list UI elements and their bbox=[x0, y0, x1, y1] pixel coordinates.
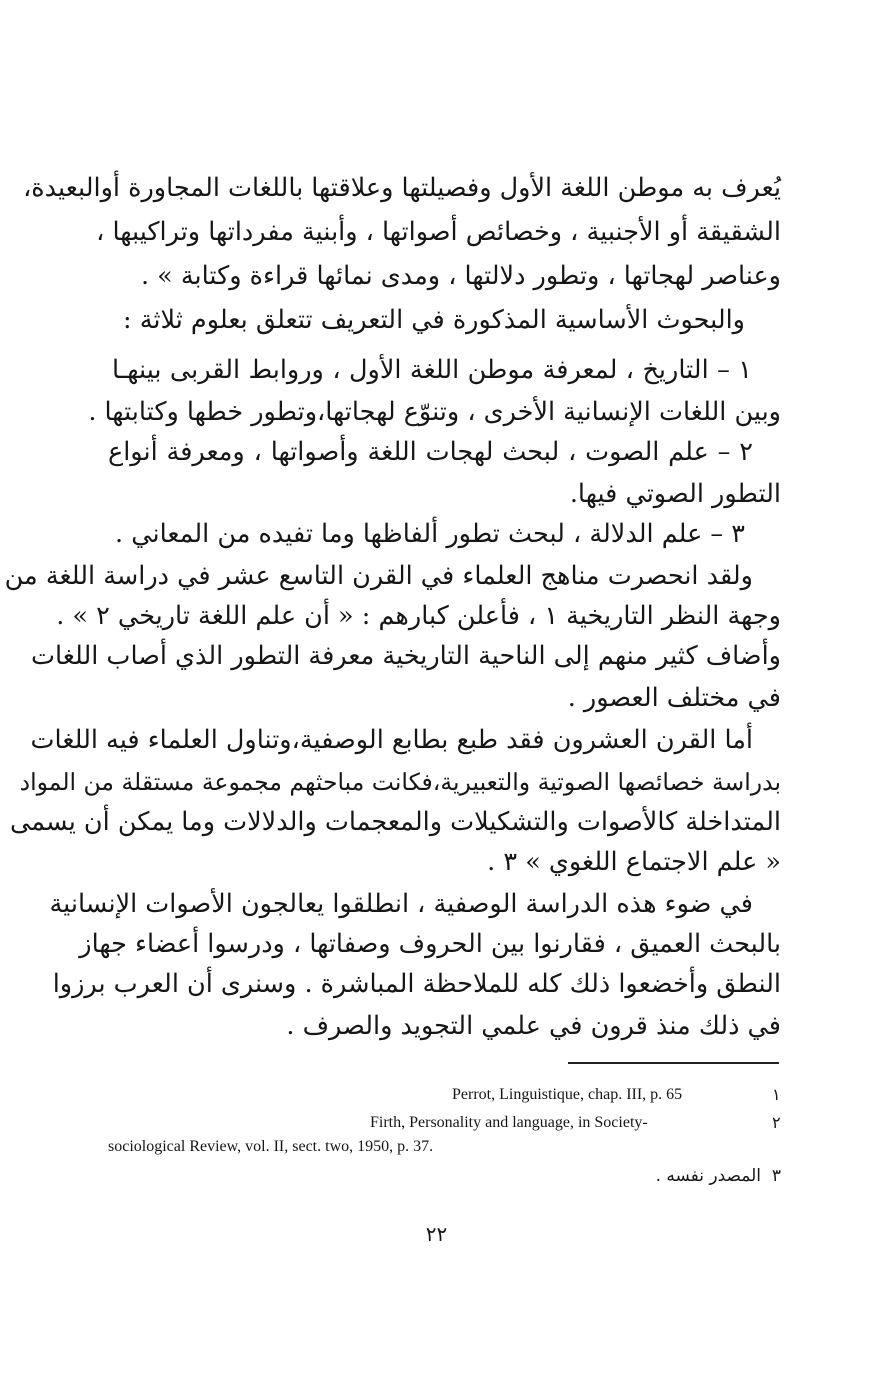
text-line: ولقد انحصرت مناهج العلماء في القرن التاسع عشر في دراسة اللغة من bbox=[4, 561, 753, 591]
text-line: بدراسة خصائصها الصوتية والتعبيرية،فكانت مباحثهم مجموعة مستقلة من المواد bbox=[19, 768, 781, 796]
text-line: أما القرن العشرون فقد طبع بطابع الوصفية،وتناول العلماء فيه اللغات bbox=[30, 725, 753, 755]
text-line: بالبحث العميق ، فقارنوا بين الحروف وصفاتها ، ودرسوا أعضاء جهاز bbox=[79, 929, 781, 959]
footnote-number: ٢ bbox=[772, 1113, 781, 1132]
text-line: يُعرف به موطن اللغة الأول وفصيلتها وعلاقتها باللغات المجاورة أوالبعيدة، bbox=[23, 173, 781, 203]
footnote-number: ١ bbox=[772, 1085, 781, 1104]
footnote-text: Firth, Personality and language, in Society- bbox=[370, 1114, 648, 1131]
footnote-text: sociological Review, vol. II, sect. two, 1950, p. 37. bbox=[108, 1138, 434, 1155]
text-line: في ضوء هذه الدراسة الوصفية ، انطلقوا يعالجون الأصوات الإنسانية bbox=[49, 889, 753, 919]
text-line: والبحوث الأساسية المذكورة في التعريف تتعلق بعلوم ثلاثة : bbox=[123, 305, 745, 335]
list-item-history: ١ – التاريخ ، لمعرفة موطن اللغة الأول ، وروابط القربى بينهـا bbox=[112, 355, 752, 385]
text-line: في ذلك منذ قرون في علمي التجويد والصرف . bbox=[286, 1011, 781, 1041]
footnote-text: Perrot, Linguistique, chap. III, p. 65 bbox=[452, 1086, 683, 1103]
footnote-divider bbox=[568, 1062, 779, 1064]
text-line: في مختلف العصور . bbox=[567, 683, 781, 713]
text-line: التطور الصوتي فيها. bbox=[569, 479, 781, 509]
text-line: وعناصر لهجاتها ، وتطور دلالتها ، ومدى نمائها قراءة وكتابة » . bbox=[140, 261, 781, 291]
list-item-phonetics: ٢ – علم الصوت ، لبحث لهجات اللغة وأصواتها ، ومعرفة أنواع bbox=[108, 437, 753, 467]
footnote-text: المصدر نفسه . bbox=[655, 1166, 761, 1186]
text-line: وبين اللغات الإنسانية الأخرى ، وتنوّع لهجاتها،وتطور خطها وكتابتها . bbox=[88, 397, 781, 427]
page-number: ٢٢ bbox=[425, 1222, 448, 1246]
text-line: وجهة النظر التاريخية ١ ، فأعلن كبارهم : « أن علم اللغة تاريخي ٢ » . bbox=[56, 601, 781, 631]
footnote-number: ٣ bbox=[771, 1166, 781, 1186]
text-line: المتداخلة كالأصوات والتشكيلات والمعجمات والدلالات وما يمكن أن يسمى bbox=[9, 807, 781, 837]
text-line: الشقيقة أو الأجنبية ، وخصائص أصواتها ، وأبنية مفرداتها وتراكيبها ، bbox=[96, 217, 781, 247]
text-line: « علم الاجتماع اللغوي » ٣ . bbox=[487, 847, 781, 877]
list-item-semantics: ٣ – علم الدلالة ، لبحث تطور ألفاظها وما تفيده من المعاني . bbox=[115, 519, 745, 549]
text-line: النطق وأخضعوا ذلك كله للملاحظة المباشرة . وسنرى أن العرب برزوا bbox=[52, 969, 781, 999]
text-line: وأضاف كثير منهم إلى الناحية التاريخية معرفة التطور الذي أصاب اللغات bbox=[30, 641, 781, 671]
